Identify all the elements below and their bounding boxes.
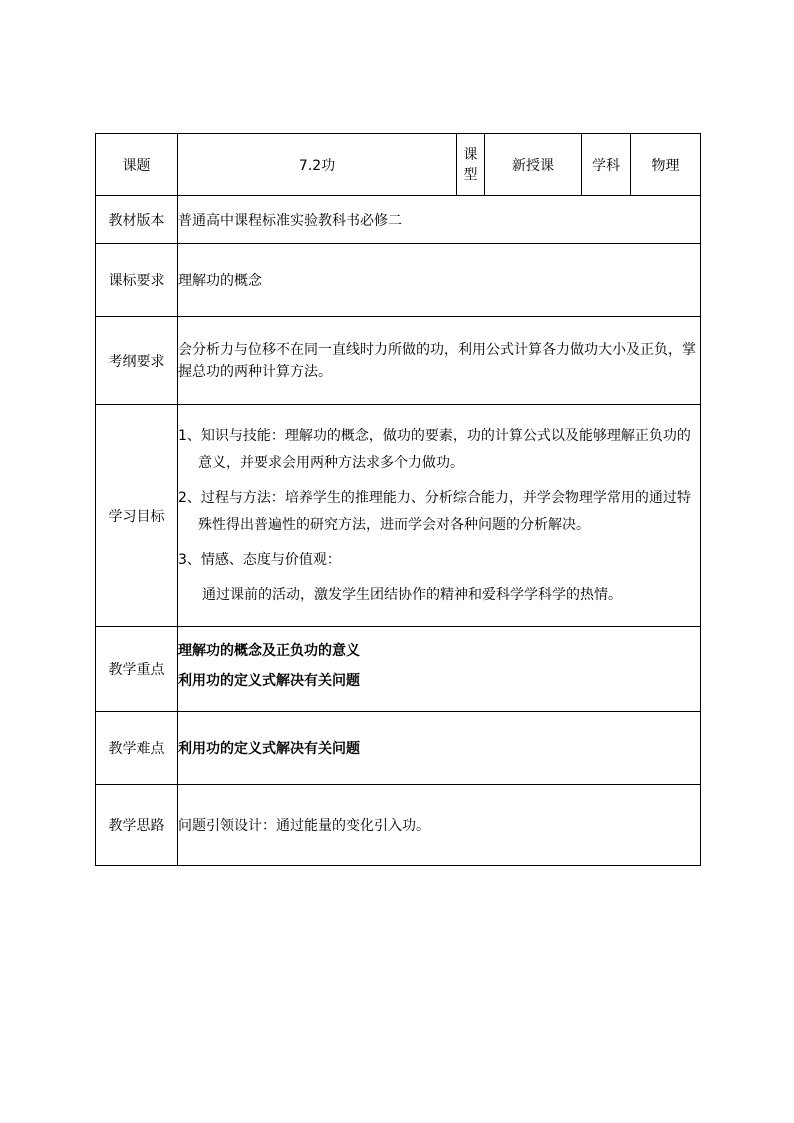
- lesson-type-value: 新授课: [485, 134, 582, 196]
- exam-label: 考纲要求: [96, 317, 178, 405]
- approach-value: 问题引领设计：通过能量的变化引入功。: [178, 785, 701, 866]
- curriculum-value: 理解功的概念: [178, 244, 701, 317]
- goal-item-1: 1、知识与技能：理解功的概念，做功的要素，功的计算公式以及能够理解正负功的意义，并要求会用两种方法求多个力做功。: [178, 427, 691, 471]
- goals-content: [178, 405, 701, 627]
- topic-value: 7.2功: [178, 134, 457, 196]
- curriculum-label: 课标要求: [96, 244, 178, 317]
- exam-row: [96, 317, 701, 405]
- key-points-content: [178, 627, 701, 712]
- key-point-2: 利用功的定义式解决有关问题: [178, 673, 360, 689]
- difficulties-row: [96, 712, 701, 785]
- subject-value: 物理: [631, 134, 701, 196]
- goal-item-3-detail: 通过课前的活动，激发学生团结协作的精神和爱科学学科学的热情。: [202, 586, 622, 603]
- subject-label: 学科: [582, 134, 631, 196]
- goal-item-2: 2、过程与方法：培养学生的推理能力、分析综合能力，并学会物理学常用的通过特殊性得出普遍性的研究方法，进而学会对各种问题的分析解决。: [178, 489, 691, 533]
- lesson-plan-table: [95, 133, 701, 866]
- lesson-type-label: 课型: [457, 134, 485, 196]
- curriculum-row: [96, 244, 701, 317]
- textbook-label: 教材版本: [96, 196, 178, 244]
- goal-item-3: 3、情感、态度与价值观：: [178, 551, 341, 568]
- goals-label: 学习目标: [96, 405, 178, 627]
- key-points-row: [96, 627, 701, 712]
- textbook-value: 普通高中课程标准实验教科书必修二: [178, 196, 701, 244]
- approach-row: [96, 785, 701, 866]
- topic-label: 课题: [96, 134, 178, 196]
- key-point-1: 理解功的概念及正负功的意义: [178, 643, 360, 659]
- key-points-label: 教学重点: [96, 627, 178, 712]
- difficulties-value: 利用功的定义式解决有关问题: [178, 712, 701, 785]
- textbook-row: [96, 196, 701, 244]
- header-row: [96, 134, 701, 196]
- exam-value: 会分析力与位移不在同一直线时力所做的功，利用公式计算各力做功大小及正负，掌握总功的两种计算方法。: [178, 317, 701, 405]
- difficulties-label: 教学难点: [96, 712, 178, 785]
- approach-label: 教学思路: [96, 785, 178, 866]
- goals-row: [96, 405, 701, 627]
